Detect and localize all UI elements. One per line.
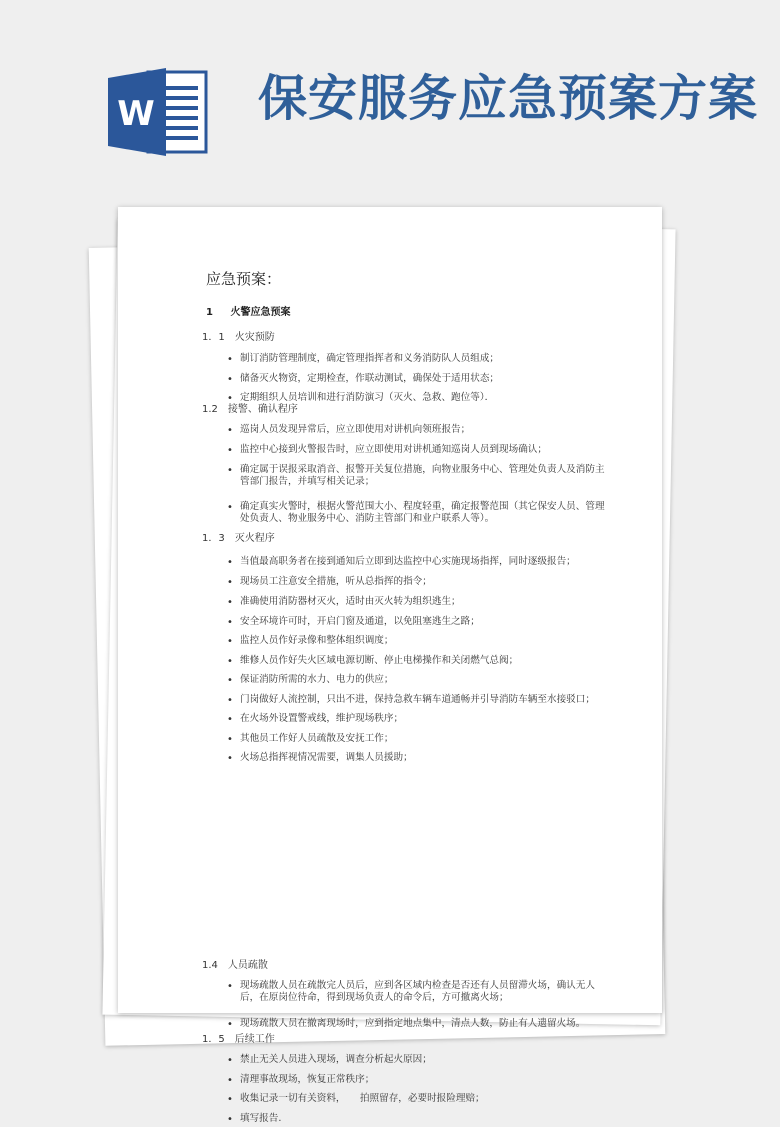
list-item xyxy=(227,694,610,706)
list-item xyxy=(227,373,610,385)
bullet-icon: • xyxy=(227,714,233,725)
list-item-text: 监控人员作好录像和整体组织调度； xyxy=(240,635,394,646)
list-item xyxy=(227,576,610,588)
bullet-icon: • xyxy=(227,675,233,686)
list-item-text: 制订消防管理制度，确定管理指挥者和义务消防队人员组成； xyxy=(240,353,500,364)
list-item xyxy=(227,1074,610,1086)
list-item xyxy=(227,596,610,608)
list-item-text: 保证消防所需的水力、电力的供应； xyxy=(240,674,394,685)
section-label: 火警应急预案 xyxy=(230,307,291,318)
subsection-heading xyxy=(202,332,275,345)
list-item xyxy=(227,1093,610,1105)
list-item xyxy=(227,501,610,525)
bullet-icon: • xyxy=(227,1075,233,1086)
bullet-icon: • xyxy=(227,557,233,568)
list-item-text: 当值最高职务者在接到通知后立即到达监控中心实施现场指挥，同时逐级报告； xyxy=(240,556,576,567)
document-page xyxy=(118,207,662,1125)
bullet-icon: • xyxy=(227,695,233,706)
page-title: 保安服务应急预案方案 xyxy=(258,70,759,127)
subsection-label: 接警、确认程序 xyxy=(227,404,298,415)
word-document-icon xyxy=(108,68,210,156)
list-item xyxy=(227,616,610,628)
bullet-icon: • xyxy=(227,656,233,667)
bullet-icon: • xyxy=(227,981,233,992)
bullet-icon: • xyxy=(227,734,233,745)
list-item-text: 巡岗人员发现异常后，应立即使用对讲机向领班报告； xyxy=(240,424,471,435)
list-item xyxy=(227,713,610,725)
subsection-number: 1.4 xyxy=(202,960,218,971)
list-item-text: 准确使用消防器材灭火，适时由灭火转为组织逃生； xyxy=(240,596,461,607)
list-item-text: 监控中心接到火警报告时，应立即使用对讲机通知巡岗人员到现场确认； xyxy=(240,444,547,455)
list-item-text: 收集记录一切有关资料， 拍照留存，必要时报险理赔； xyxy=(240,1093,485,1104)
list-item xyxy=(227,733,610,745)
bullet-icon: • xyxy=(227,354,233,365)
subsection-number: 1．1 xyxy=(202,332,225,343)
list-item xyxy=(227,655,610,667)
bullet-icon: • xyxy=(227,617,233,628)
document-title: 应急预案： xyxy=(206,270,282,288)
list-item-text: 维修人员作好失火区域电源切断、停止电梯操作和关闭燃气总阀； xyxy=(240,655,519,666)
list-item-text: 安全环境许可时，开启门窗及通道，以免阻塞逃生之路； xyxy=(240,616,480,627)
list-item-text: 确定真实火警时，根据火警范围大小、程度轻重，确定报警范围（其它保安人员、管理处负责人、物业服务中心、消防主管部门和业户联系人等）。 xyxy=(240,501,605,524)
list-item xyxy=(227,674,610,686)
bullet-icon: • xyxy=(227,425,233,436)
list-item xyxy=(227,353,610,365)
bullet-icon: • xyxy=(227,1094,233,1105)
subsection-heading xyxy=(202,404,298,417)
list-item-text: 现场疏散人员在疏散完人员后，应到各区域内检查是否还有人员留滞火场，确认无人后，在原岗位待命，得到现场负责人的命令后，方可撤离火场； xyxy=(240,980,595,1003)
subsection-label: 火灾预防 xyxy=(234,332,275,343)
bullet-icon: • xyxy=(227,577,233,588)
list-item-text: 储备灭火物资，定期检查，作联动测试，确保处于适用状态； xyxy=(240,373,500,384)
subsection-number: 1.2 xyxy=(202,404,218,415)
bullet-icon: • xyxy=(227,445,233,456)
list-item xyxy=(227,1113,610,1125)
subsection-heading xyxy=(202,533,275,546)
list-item xyxy=(227,556,610,568)
list-item xyxy=(227,464,610,488)
subsection-number: 1．3 xyxy=(202,533,225,544)
subsection-heading xyxy=(202,1034,275,1047)
subsection-label: 人员疏散 xyxy=(227,960,268,971)
subsection-heading xyxy=(202,960,268,973)
list-item-text: 其他员工作好人员疏散及安抚工作； xyxy=(240,733,394,744)
subsection-label: 灭火程序 xyxy=(234,533,275,544)
list-item xyxy=(227,392,610,404)
section-number: 1 xyxy=(206,307,213,318)
list-item xyxy=(227,1018,610,1030)
list-item-text: 现场员工注意安全措施，听从总指挥的指令； xyxy=(240,576,432,587)
list-item-text: 填写报告. xyxy=(240,1113,282,1124)
list-item-text: 禁止无关人员进入现场，调查分析起火原因； xyxy=(240,1054,432,1065)
list-item xyxy=(227,980,610,1004)
bullet-icon: • xyxy=(227,502,233,513)
bullet-icon: • xyxy=(227,1114,233,1125)
subsection-number: 1．5 xyxy=(202,1034,225,1045)
banner xyxy=(0,0,780,175)
list-item-text: 清理事故现场，恢复正常秩序； xyxy=(240,1074,375,1085)
list-item xyxy=(227,444,610,456)
list-item xyxy=(227,635,610,647)
list-item xyxy=(227,752,610,764)
bullet-icon: • xyxy=(227,374,233,385)
list-item xyxy=(227,1054,610,1066)
bullet-icon: • xyxy=(227,753,233,764)
bullet-icon: • xyxy=(227,393,233,404)
list-item xyxy=(227,424,610,436)
bullet-icon: • xyxy=(227,597,233,608)
list-item-text: 在火场外设置警戒线，维护现场秩序； xyxy=(240,713,404,724)
list-item-text: 门岗做好人流控制，只出不进，保持急救车辆车道通畅并引导消防车辆至水接驳口； xyxy=(240,694,595,705)
bullet-icon: • xyxy=(227,1019,233,1030)
list-item-text: 火场总指挥视情况需要，调集人员援助； xyxy=(240,752,413,763)
list-item-text: 现场疏散人员在撤离现场时，应到指定地点集中，清点人数，防止有人遗留火场。 xyxy=(240,1018,586,1029)
svg-text:W: W xyxy=(117,94,155,134)
list-item-text: 定期组织人员培训和进行消防演习（灭火、急救、跑位等）． xyxy=(240,392,495,403)
subsection-label: 后续工作 xyxy=(234,1034,275,1045)
bullet-icon: • xyxy=(227,465,233,476)
bullet-icon: • xyxy=(227,636,233,647)
list-item-text: 确定属于误报采取消音、报警开关复位措施，向物业服务中心、管理处负责人及消防主管部门报告，并填写相关记录； xyxy=(240,464,605,487)
section-heading xyxy=(206,307,290,320)
bullet-icon: • xyxy=(227,1055,233,1066)
